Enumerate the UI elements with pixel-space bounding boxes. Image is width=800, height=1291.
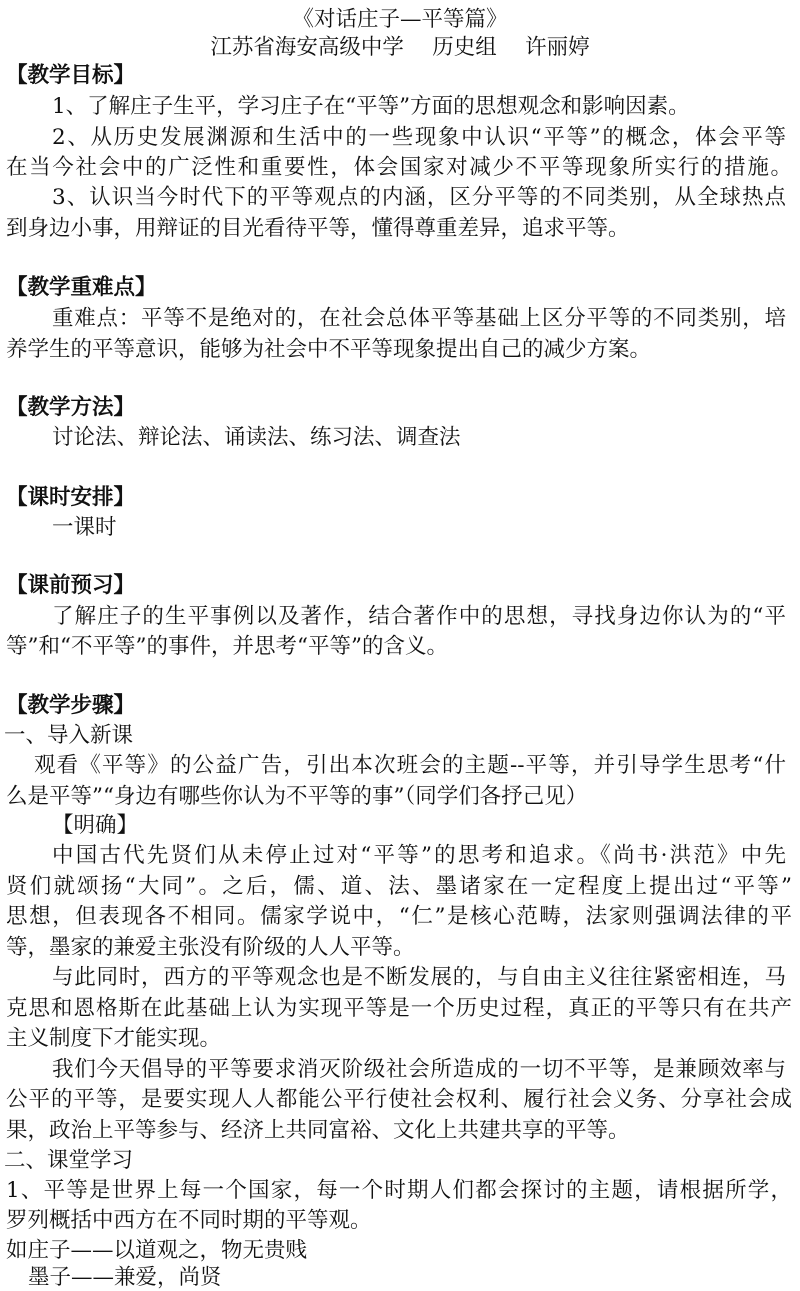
para-2-line-2: 克思和恩格斯在此基础上认为实现平等是一个历史过程，真正的平等只有在共产 bbox=[6, 996, 792, 1021]
heading-goals: 【教学目标】 bbox=[6, 63, 136, 88]
goals-line-3a: 3、认识当今时代下的平等观点的内涵，区分平等的不同类别，从全球热点 bbox=[52, 185, 786, 210]
goals-line-3b: 到身边小事，用辩证的目光看待平等，懂得尊重差异，追求平等。 bbox=[6, 216, 630, 241]
author-line: 江苏省海安高级中学 历史组 许丽婷 bbox=[210, 35, 590, 60]
preview-line-2: 等”和“不平等”的事件，并思考“平等”的含义。 bbox=[6, 634, 448, 659]
para-1-line-3: 思想，但表现各不相同。儒家学说中，“仁”是核心范畴，法家则强调法律的平 bbox=[6, 904, 792, 929]
heading-steps: 【教学步骤】 bbox=[6, 693, 136, 718]
para-3-line-1: 我们今天倡导的平等要求消灭阶级社会所造成的一切不平等，是兼顾效率与 bbox=[52, 1057, 786, 1082]
para-2-line-3: 主义制度下才能实现。 bbox=[6, 1026, 222, 1051]
para-2-line-1: 与此同时，西方的平等观念也是不断发展的，与自由主义往往紧密相连，马 bbox=[52, 965, 786, 990]
goals-line-2a: 2、从历史发展渊源和生活中的一些现象中认识“平等”的概念，体会平等 bbox=[52, 125, 786, 150]
key-points-line-1: 重难点：平等不是绝对的，在社会总体平等基础上区分平等的不同类别，培 bbox=[52, 306, 786, 331]
para-3-line-3: 果，政治上平等参与、经济上共同富裕、文化上共建共享的平等。 bbox=[6, 1118, 630, 1143]
question-1-line-2: 罗列概括中西方在不同时期的平等观。 bbox=[6, 1208, 372, 1233]
step-1-line-2: 么是平等”“身边有哪些你认为不平等的事”（同学们各抒己见） bbox=[6, 784, 588, 809]
question-1-line-1: 1、平等是世界上每一个国家，每一个时期人们都会探讨的主题，请根据所学， bbox=[6, 1178, 792, 1203]
methods-line-1: 讨论法、辩论法、诵读法、练习法、调查法 bbox=[52, 425, 461, 450]
para-1-line-1: 中国古代先贤们从未停止过对“平等”的思考和追求。《尚书·洪范》中先 bbox=[52, 843, 786, 868]
step-2-title: 二、课堂学习 bbox=[4, 1148, 134, 1173]
key-points-line-2: 养学生的平等意识，能够为社会中不平等现象提出自己的减少方案。 bbox=[6, 337, 652, 362]
heading-key-points: 【教学重难点】 bbox=[6, 275, 157, 300]
goals-line-1: 1、了解庄子生平，学习庄子在“平等”方面的思想观念和影响因素。 bbox=[52, 94, 690, 119]
para-3-line-2: 公平的平等，是要实现人人都能公平行使社会权利、履行社会义务、分享社会成 bbox=[6, 1087, 792, 1112]
para-1-line-4: 等，墨家的兼爱主张没有阶级的人人平等。 bbox=[6, 935, 415, 960]
heading-methods: 【教学方法】 bbox=[6, 395, 136, 420]
step-1-line-1: 观看《平等》的公益广告，引出本次班会的主题--平等，并引导学生思考“什 bbox=[34, 753, 786, 778]
example-zhuangzi: 如庄子——以道观之，物无贵贱 bbox=[6, 1238, 308, 1263]
clarify-label: 【明确】 bbox=[52, 813, 139, 838]
preview-line-1: 了解庄子的生平事例以及著作，结合著作中的思想，寻找身边你认为的“平 bbox=[52, 604, 786, 629]
para-1-line-2: 贤们就颂扬“大同”。之后，儒、道、法、墨诸家在一定程度上提出过“平等” bbox=[6, 874, 792, 899]
step-1-title: 一、导入新课 bbox=[4, 723, 134, 748]
schedule-line-1: 一课时 bbox=[52, 515, 117, 540]
goals-line-2b: 在当今社会中的广泛性和重要性，体会国家对减少不平等现象所实行的措施。 bbox=[6, 155, 792, 180]
example-mozi: 墨子——兼爱，尚贤 bbox=[28, 1265, 222, 1290]
heading-preview: 【课前预习】 bbox=[6, 573, 136, 598]
doc-title: 《对话庄子—平等篇》 bbox=[292, 7, 508, 32]
heading-schedule: 【课时安排】 bbox=[6, 485, 136, 510]
